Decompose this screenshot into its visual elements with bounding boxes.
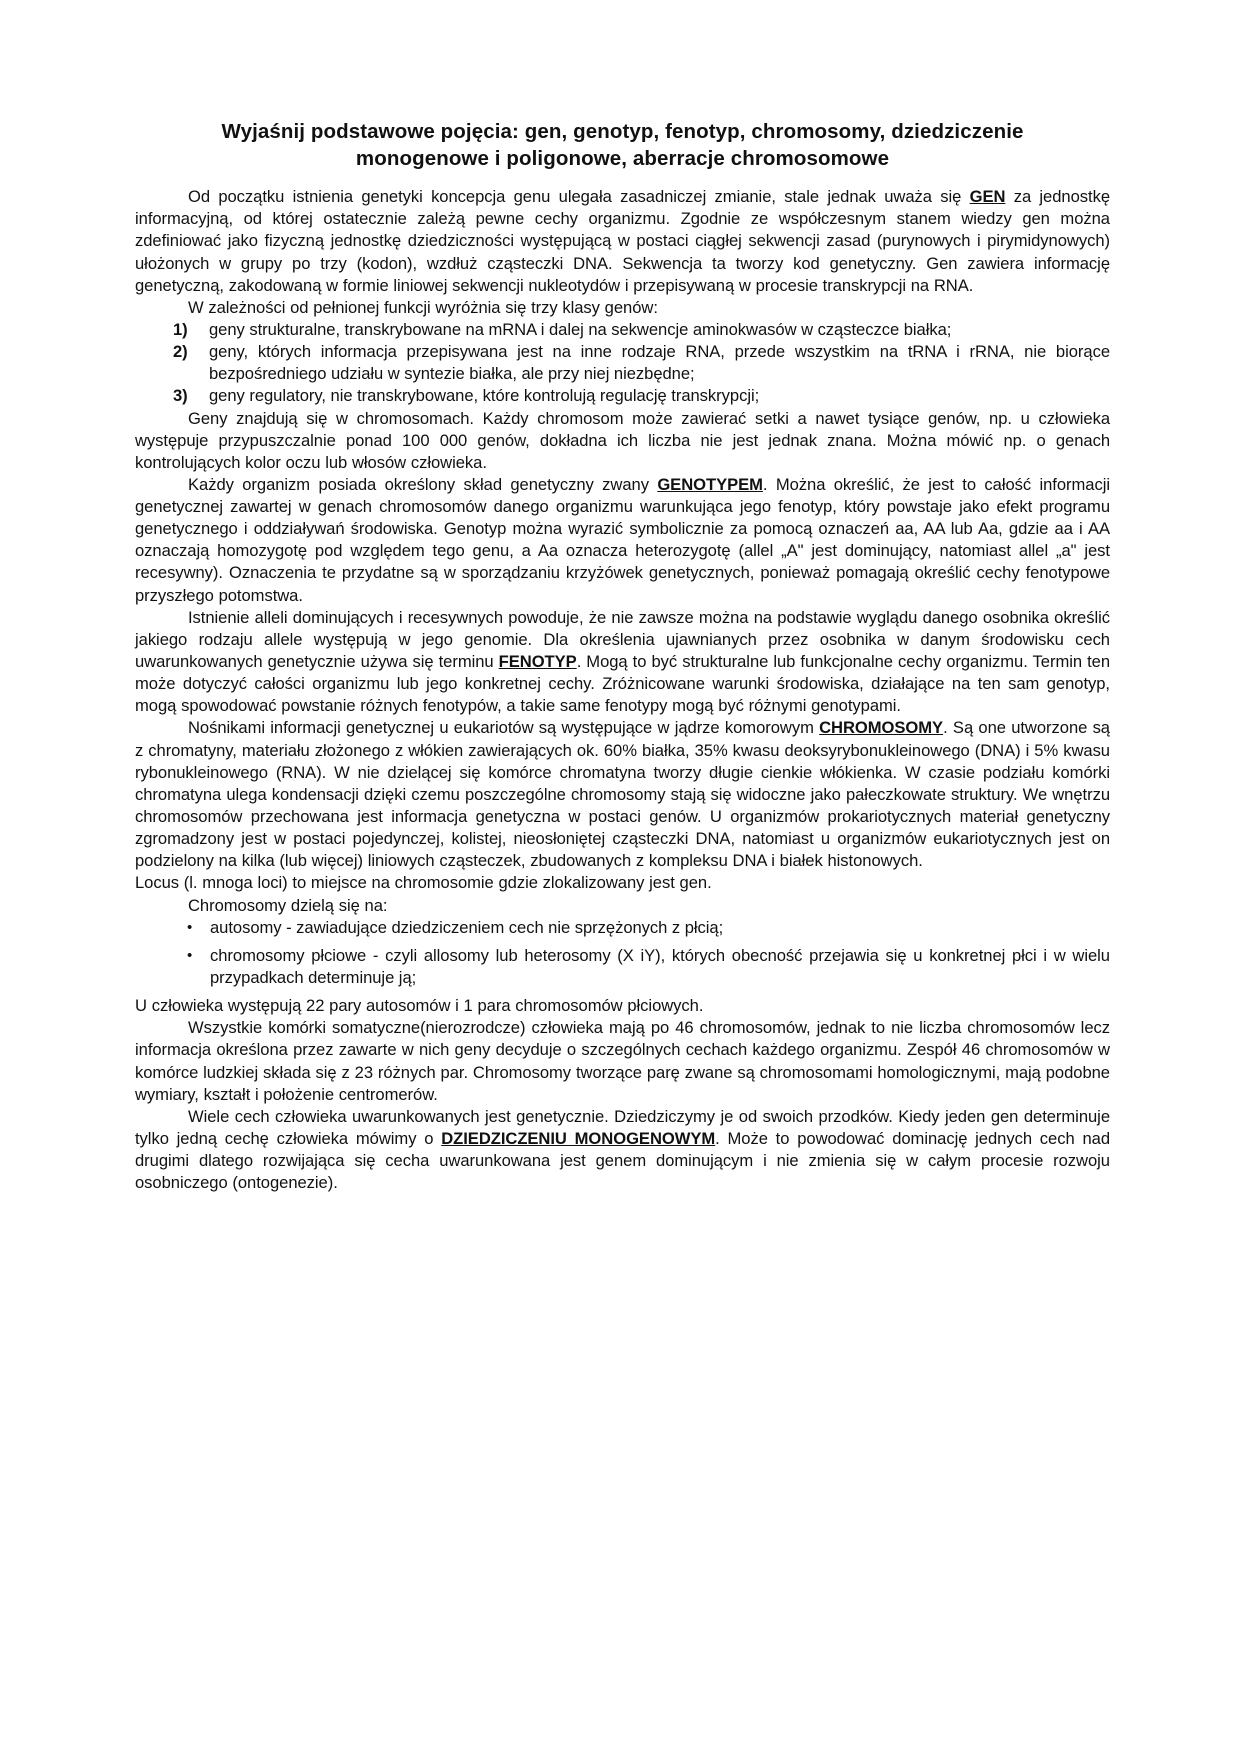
list-item <box>135 319 1110 341</box>
paragraph-text-part: Nośnikami informacji genetycznej u eukariotów są występujące w jądrze komorowym <box>188 718 820 738</box>
term-genotypem: GENOTYPEM <box>657 474 763 494</box>
paragraph-human-chromosome-pairs: U człowieka występują 22 pary autosomów i 1 para chromosomów płciowych. <box>135 996 704 1016</box>
paragraph-text-part: Istnienie alleli dominujących i recesywnych powoduje, że nie zawsze można na podstawie wyglądu danego osobnika określić jakiego rodzaju allele występują w jego genomie. Dla określenia ujawnianych przez osobnika w danym środowisku cech uwarunkowanych genetycznie używa się terminu <box>135 607 1110 672</box>
paragraph-gen-definition <box>135 186 1110 297</box>
term-chromosomy: CHROMOSOMY <box>819 718 944 738</box>
paragraph-phenotype <box>135 607 1110 718</box>
paragraph-text-part: . Mogą to być strukturalne lub funkcjonalne cechy organizmu. Termin ten może dotyczyć całości organizmu lub jego konkretnej cechy. Zróżnicowane warunki środowiska, działające na ten sam genotyp, mogą spowodować powstanie różnych fenotypów, a takie same fenotypy mogą być różnymi genotypami. <box>135 652 1111 716</box>
paragraph-genes-in-chromosomes: Geny znajdują się w chromosomach. Każdy chromosom może zawierać setki a nawet tysiące genów, np. u człowieka występuje przypuszczalnie ponad 100 000 genów, dokładna ich liczba nie jest jednak znana. Można mówić np. o genach kontrolujących kolor oczu lub włosów człowieka. <box>135 408 1110 472</box>
paragraph-text-part: . Może to powodować dominację jednych cech nad drugimi dlatego rozwijająca się cecha uwarunkowana jest genem dominującym i nie zmienia się w całym procesie rozwoju osobniczego (ontogenezie). <box>135 1129 1110 1193</box>
paragraph-genotype <box>135 474 1110 607</box>
list-item-text: geny, których informacja przepisywana jest na inne rodzaje RNA, przede wszystkim na tRNA i rRNA, nie biorące bezpośredniego udziału w syntezie białka, ale przy niej niezbędne; <box>209 342 1110 384</box>
page-title: Wyjaśnij podstawowe pojęcia: gen, genotyp, fenotyp, chromosomy, dziedziczenie monogenowe i poligonowe, aberracje chromosomowe <box>221 120 1024 171</box>
paragraph-chromosomes <box>135 717 1110 872</box>
gene-classes-list <box>135 319 1110 408</box>
list-item-text: autosomy - zawiadujące dziedziczeniem cech nie sprzężonych z płcią; <box>210 917 724 937</box>
paragraph-text-part: . Są one utworzone są z chromatyny, materiału złożonego z włókien zawierających ok. 60% białka, 35% kwasu deoksyrybonukleinowego (DNA) i 5% kwasu rybonukleinowego (RNA). W nie dzielącej się komórce chromatyna tworzy długie cienkie włókienka. W czasie podziału komórki chromatyna ulega kondensacji dzięki czemu poszczególne chromosomy stają się widoczne jako pałeczkowate struktury. We wnętrzu chromosomów przechowana jest informacja genetyczna w postaci genów. U organizmów prokariotycznych materiał genetyczny zgromadzony jest w postaci pojedynczej, kolistej, nieosłoniętej cząsteczki DNA, natomiast u organizmów eukariotycznych jest on podzielony na kilka (lub więcej) liniowych cząsteczek, zbudowanych z kompleksu DNA i białek histonowych. <box>135 718 1110 871</box>
list-item <box>135 917 1110 939</box>
paragraph-gene-classes-intro: W zależności od pełnionej funkcji wyróżnia się trzy klasy genów: <box>188 297 658 317</box>
list-marker: 1) <box>173 319 188 339</box>
bullet-icon: • <box>187 918 193 936</box>
list-item-text: geny regulatory, nie transkrybowane, które kontrolują regulację transkrypcji; <box>209 386 760 406</box>
paragraph-text-part: Od początku istnienia genetyki koncepcja genu ulegała zasadniczej zmianie, stale jednak uważa się <box>188 187 970 207</box>
list-marker: 3) <box>173 386 188 406</box>
paragraph-locus: Locus (l. mnoga loci) to miejsce na chromosomie gdzie zlokalizowany jest gen. <box>135 873 712 893</box>
paragraph-monogenic-inheritance <box>135 1106 1110 1195</box>
list-item <box>135 341 1110 385</box>
paragraph-text-part: Wiele cech człowieka uwarunkowanych jest genetycznie. Dziedziczymy je od swoich przodków. Kiedy jeden gen determinuje tylko jedną cechę człowieka mówimy o <box>135 1106 1110 1148</box>
chromosome-types-list <box>135 917 1110 989</box>
paragraph-chromosome-division-intro: Chromosomy dzielą się na: <box>188 895 388 915</box>
term-dziedziczenie-monogenowe: DZIEDZICZENIU MONOGENOWYM <box>441 1129 716 1148</box>
list-marker: 2) <box>173 342 188 362</box>
list-item-text: geny strukturalne, transkrybowane na mRNA i dalej na sekwencje aminokwasów w cząsteczce białka; <box>209 319 952 339</box>
paragraph-somatic-cells: Wszystkie komórki somatyczne(nierozrodcze) człowieka mają po 46 chromosomów, jednak to nie liczba chromosomów lecz informacja określona przez zawarte w nich geny decyduje o szczególnych cechach każdego organizmu. Zespół 46 chromosomów w komórce ludzkiej składa się z 23 różnych par. Chromosomy tworzące parę zwane są chromosomami homologicznymi, mają podobne wymiary, kształt i położenie centromerów. <box>135 1018 1110 1104</box>
list-item-text: chromosomy płciowe - czyli allosomy lub heterosomy (X iY), których obecność przejawia się u konkretnej płci i w wielu przypadkach determinuje ją; <box>210 945 1110 988</box>
bullet-icon: • <box>187 946 193 964</box>
list-item <box>135 945 1110 989</box>
list-item <box>135 385 1110 407</box>
term-fenotyp: FENOTYP <box>498 652 577 672</box>
paragraph-text-part: Każdy organizm posiada określony skład genetyczny zwany <box>188 474 658 494</box>
paragraph-text-part: . Można określić, że jest to całość informacji genetycznej zawartej w genach chromosomów danego organizmu warunkująca jego fenotyp, który powstaje jako efekt programu genetycznego i oddziaływań środowiska. Genotyp można wyrazić symbolicznie za pomocą oznaczeń aa, AA lub Aa, gdzie aa i AA oznaczają homozygotę pod względem tego genu, a Aa oznacza heterozygotę (allel „A" jest dominujący, natomiast allel „a" jest recesywny). Oznaczenia te przydatne są w sporządzaniu krzyżówek genetycznych, ponieważ pomagają określić cechy fenotypowe przyszłego potomstwa. <box>135 474 1110 605</box>
paragraph-text-part: za jednostkę informacyjną, od której ostatecznie zależą pewne cechy organizmu. Zgodnie ze współczesnym stanem wiedzy gen można zdefiniować jako fizyczną jednostkę dziedziczności występującą w postaci ciągłej sekwencji zasad (purynowych i pirymidynowych) ułożonych w grupy po trzy (kodon), wzdłuż cząsteczki DNA. Sekwencja ta tworzy kod genetyczny. Gen zawiera informację genetyczną, zakodowaną w formie liniowej sekwencji nukleotydów i przepisywaną w procesie transkrypcji na RNA. <box>135 187 1111 295</box>
term-gen: GEN <box>969 187 1006 207</box>
